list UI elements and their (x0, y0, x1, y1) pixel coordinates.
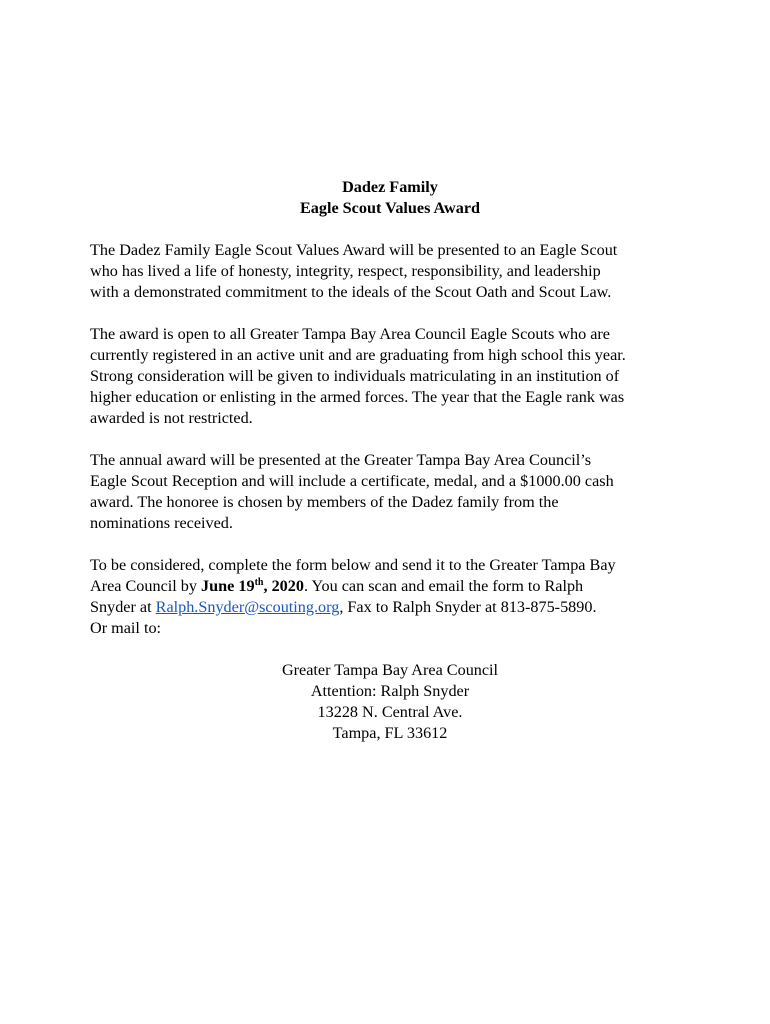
deadline-date (201, 577, 304, 595)
paragraph-line (90, 597, 690, 618)
paragraph-line: nominations received. (90, 514, 233, 532)
paragraph-line (90, 576, 690, 597)
address-line: Attention: Ralph Snyder (310, 682, 470, 700)
deadline-day: June 19 (201, 577, 255, 595)
document-title (90, 177, 690, 219)
submission-text: Area Council by (90, 577, 202, 595)
submission-text: , Fax to Ralph Snyder at 813-875-5890. (339, 598, 597, 616)
address-line: Greater Tampa Bay Area Council (281, 661, 499, 679)
paragraph-submission (90, 555, 690, 639)
paragraph-line: The annual award will be presented at the Greater Tampa Bay Area Council’s (90, 451, 592, 469)
email-link[interactable]: Ralph.Snyder@scouting.org (155, 598, 340, 616)
paragraph-eligibility (90, 324, 690, 429)
paragraph-line: with a demonstrated commitment to the ideals of the Scout Oath and Scout Law. (90, 283, 612, 301)
paragraph-presentation (90, 450, 690, 534)
paragraph-line: who has lived a life of honesty, integrity, respect, responsibility, and leadership (90, 262, 601, 280)
paragraph-line: Or mail to: (90, 619, 162, 637)
paragraph-line: To be considered, complete the form below and send it to the Greater Tampa Bay (90, 556, 616, 574)
paragraph-line: The Dadez Family Eagle Scout Values Award will be presented to an Eagle Scout (90, 241, 618, 259)
address-line: 13228 N. Central Ave. (317, 703, 463, 721)
deadline-suffix: th (254, 577, 264, 588)
title-line-award: Eagle Scout Values Award (299, 199, 481, 217)
address-line: Tampa, FL 33612 (332, 724, 448, 742)
deadline-year: , 2020 (263, 577, 304, 595)
mailing-address (90, 660, 690, 744)
paragraph-line: awarded is not restricted. (90, 409, 253, 427)
paragraph-line: The award is open to all Greater Tampa Bay Area Council Eagle Scouts who are (90, 325, 610, 343)
submission-text: . You can scan and email the form to Ralph (303, 577, 584, 595)
document-page (90, 177, 690, 744)
paragraph-line: higher education or enlisting in the armed forces. The year that the Eagle rank was (90, 388, 625, 406)
paragraph-line: Eagle Scout Reception and will include a certificate, medal, and a $1000.00 cash (90, 472, 614, 490)
title-line-family: Dadez Family (342, 178, 438, 196)
paragraph-line: award. The honoree is chosen by members of the Dadez family from the (90, 493, 559, 511)
paragraph-line: Strong consideration will be given to individuals matriculating in an institution of (90, 367, 620, 385)
paragraph-line: currently registered in an active unit and are graduating from high school this year. (90, 346, 626, 364)
paragraph-award-description (90, 240, 690, 303)
submission-text: Snyder at (90, 598, 156, 616)
